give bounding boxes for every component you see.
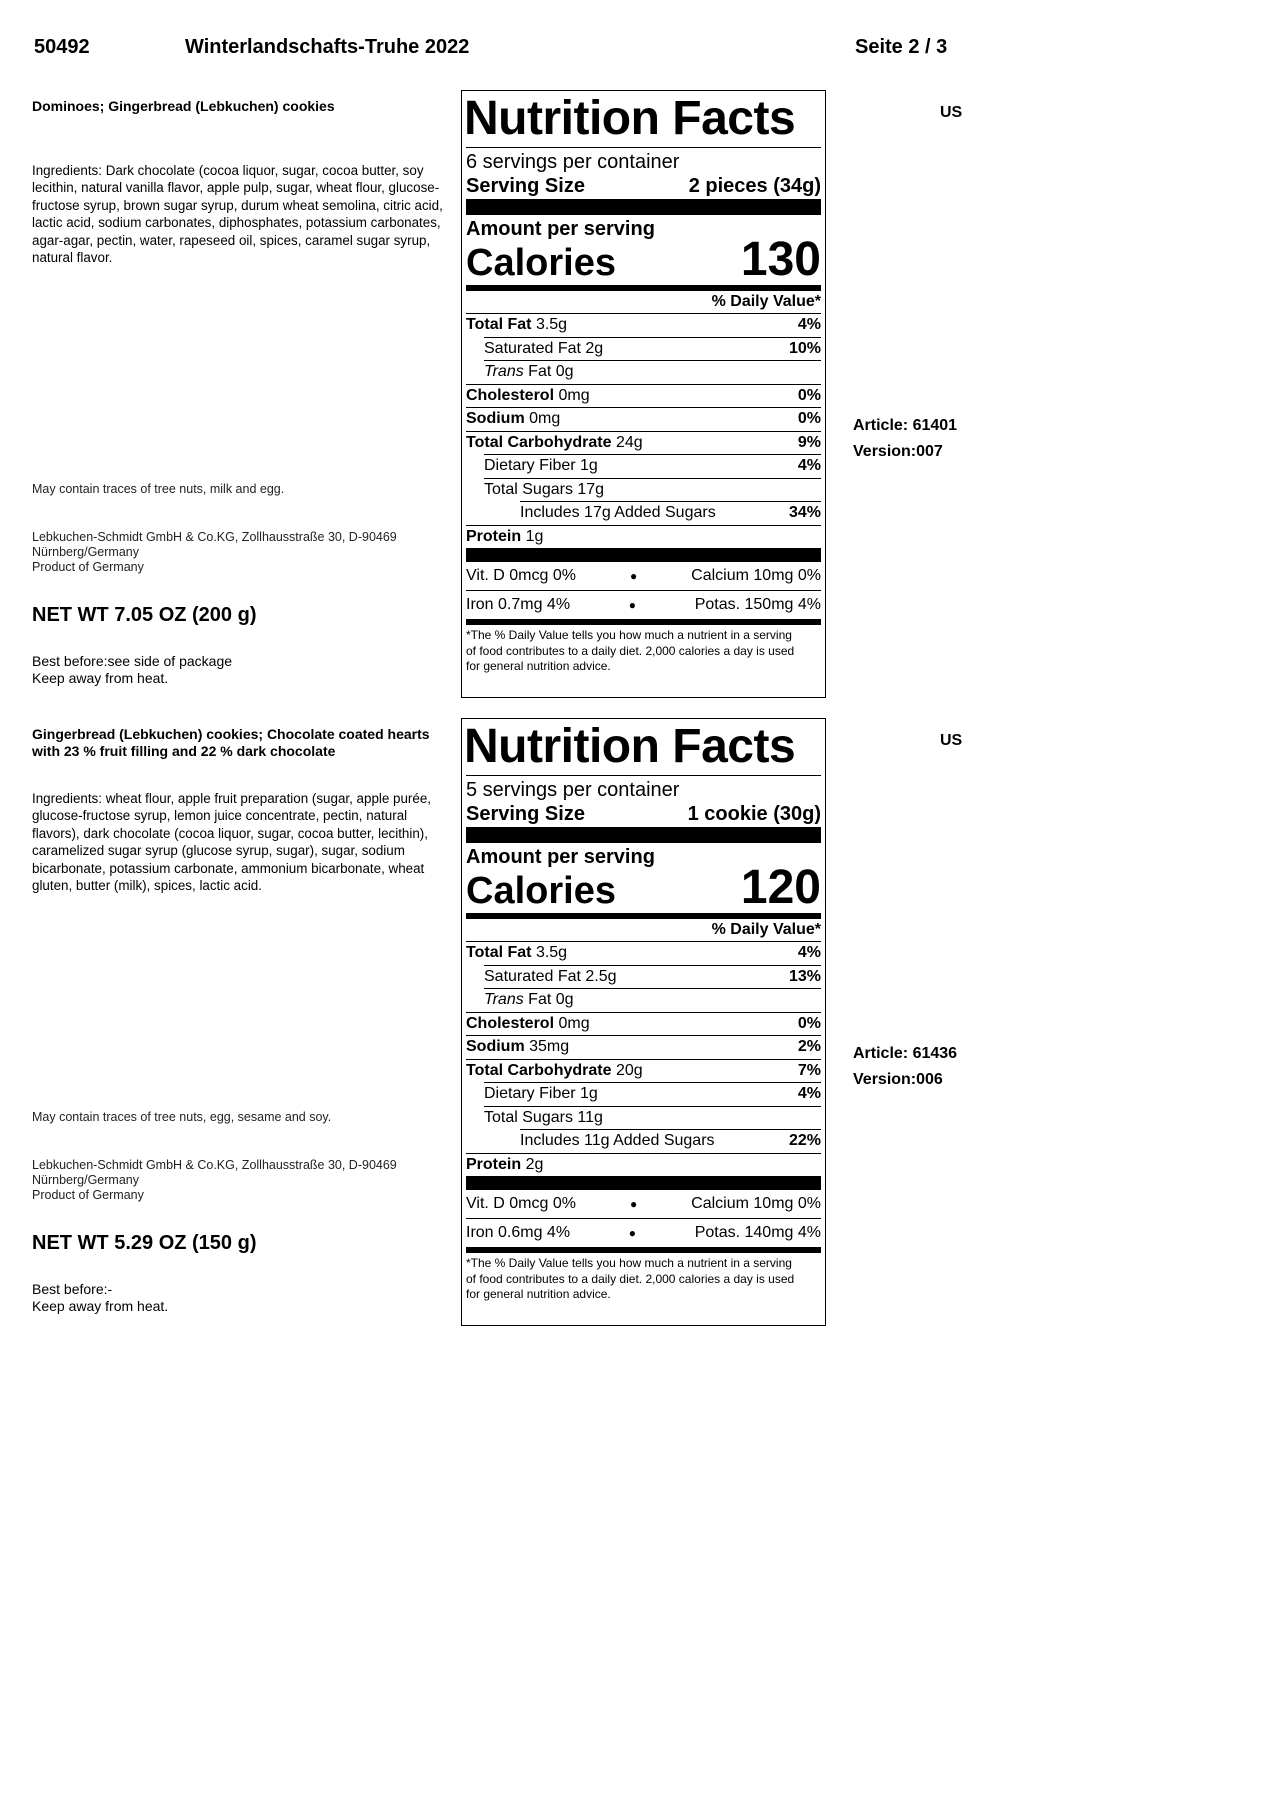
trans-fat-row: Trans Fat 0g <box>484 988 821 1012</box>
iron-potassium-row: Iron 0.7mg 4% ● Potas. 150mg 4% <box>466 591 821 619</box>
best-before: Best before:see side of package <box>32 653 233 669</box>
article-number: Article: 61436 <box>853 1045 958 1062</box>
document-title: Winterlandschafts-Truhe 2022 <box>185 36 470 58</box>
nutrition-facts-title: Nutrition Facts <box>464 92 796 145</box>
ingredients: Ingredients: Dark chocolate (cocoa liquor, sugar, cocoa butter, soy lecithin, natural vanilla flavor, apple pulp, sugar, wheat flour, glucose-fructose syrup, brown sugar syrup, durum wheat semolina, citric acid, lactic acid, sodium carbonates, diphosphates, potassium carbonates, agar-agar, pectin, water, rapeseed oil, spices, caramel sugar syrup, natural flavor. <box>32 163 443 266</box>
net-weight: NET WT 5.29 OZ (150 g) <box>32 1232 257 1254</box>
allergen-traces: May contain traces of tree nuts, egg, sesame and soy. <box>32 1110 332 1124</box>
total-carbohydrate-row: Total Carbohydrate 20g 7% <box>466 1059 821 1083</box>
servings-per-container: 5 servings per container <box>466 779 680 801</box>
ingredients: Ingredients: wheat flour, apple fruit preparation (sugar, apple purée, glucose-fructose syrup, lemon juice concentrate, pectin, natural flavors), dark chocolate (cocoa liquor, sugar, cocoa butter, lecithin), caramelized sugar syrup (glucose syrup, sugar), sugar, sodium bicarbonate, potassium carbonate, ammonium bicarbonate, wheat gluten, butter (milk), spices, lactic acid. <box>32 791 431 894</box>
document-number: 50492 <box>34 36 90 58</box>
serving-size: Serving Size 2 pieces (34g) <box>466 175 821 197</box>
bullet-icon: ● <box>629 1197 638 1211</box>
page-number: Seite 2 / 3 <box>855 36 948 58</box>
allergen-traces: May contain traces of tree nuts, milk and egg. <box>32 482 285 496</box>
dietary-fiber-row: Dietary Fiber 1g 4% <box>484 1082 821 1106</box>
manufacturer <box>32 1158 447 1203</box>
bullet-icon: ● <box>629 569 638 583</box>
article-info <box>853 413 957 465</box>
calories-row: Calories 130 <box>466 233 821 286</box>
protein-row: Protein 2g <box>466 1153 821 1177</box>
calories-value: 130 <box>740 233 821 286</box>
manufacturer-address: Lebkuchen-Schmidt GmbH & Co.KG, Zollhausstraße 30, D-90469 <box>32 530 397 544</box>
added-sugars-row: Includes 11g Added Sugars 22% <box>520 1129 821 1153</box>
sodium-row: Sodium 35mg 2% <box>466 1035 821 1059</box>
calories-row: Calories 120 <box>466 861 821 914</box>
daily-value-header: % Daily Value* <box>711 293 821 310</box>
product-name: Gingerbread (Lebkuchen) cookies; Chocolate coated hearts with 23 % fruit filling and 22 % dark chocolate <box>32 726 430 759</box>
keep-away-from-heat: Keep away from heat. <box>32 1298 169 1314</box>
version-number: Version:007 <box>853 443 943 460</box>
total-sugars-row: Total Sugars 11g <box>484 1106 821 1130</box>
nutrition-facts-label <box>461 718 826 1326</box>
total-sugars-row: Total Sugars 17g <box>484 478 821 502</box>
article-number: Article: 61401 <box>853 417 958 434</box>
net-weight: NET WT 7.05 OZ (200 g) <box>32 604 257 626</box>
nutrition-facts-title: Nutrition Facts <box>464 720 796 773</box>
storage-info <box>32 653 447 687</box>
best-before: Best before:- <box>32 1281 113 1297</box>
daily-value-footnote: *The % Daily Value tells you how much a nutrient in a serving of food contributes to a daily diet. 2,000 calories a day is used for general nutrition advice. <box>466 1256 795 1301</box>
nutrition-facts-label <box>461 90 826 698</box>
manufacturer-city: Nürnberg/Germany <box>32 1173 139 1187</box>
total-carbohydrate-row: Total Carbohydrate 24g 9% <box>466 431 821 455</box>
bullet-icon: ● <box>628 1226 636 1240</box>
article-info <box>853 1041 957 1093</box>
storage-info <box>32 1281 447 1315</box>
bullet-icon: ● <box>628 598 636 612</box>
sodium-row: Sodium 0mg 0% <box>466 407 821 431</box>
region-label: US <box>940 104 963 121</box>
added-sugars-row: Includes 17g Added Sugars 34% <box>520 501 821 525</box>
protein-row: Protein 1g <box>466 525 821 549</box>
total-fat-row: Total Fat 3.5g 4% <box>466 941 821 965</box>
keep-away-from-heat: Keep away from heat. <box>32 670 169 686</box>
vitamin-d-calcium-row: Vit. D 0mcg 0% ● Calcium 10mg 0% <box>466 562 821 590</box>
dietary-fiber-row: Dietary Fiber 1g 4% <box>484 454 821 478</box>
trans-fat-row: Trans Fat 0g <box>484 360 821 384</box>
calories-value: 120 <box>740 861 821 914</box>
saturated-fat-row: Saturated Fat 2.5g 13% <box>484 965 821 989</box>
saturated-fat-row: Saturated Fat 2g 10% <box>484 337 821 361</box>
daily-value-footnote: *The % Daily Value tells you how much a nutrient in a serving of food contributes to a daily diet. 2,000 calories a day is used for general nutrition advice. <box>466 628 795 673</box>
amount-per-serving: Amount per serving <box>466 218 655 240</box>
product-name: Dominoes; Gingerbread (Lebkuchen) cookies <box>32 98 335 114</box>
product-origin: Product of Germany <box>32 560 144 574</box>
servings-per-container: 6 servings per container <box>466 151 680 173</box>
region-label: US <box>940 732 963 749</box>
serving-size: Serving Size 1 cookie (30g) <box>466 803 821 825</box>
iron-potassium-row: Iron 0.6mg 4% ● Potas. 140mg 4% <box>466 1219 821 1247</box>
amount-per-serving: Amount per serving <box>466 846 655 868</box>
daily-value-header: % Daily Value* <box>711 921 821 938</box>
manufacturer <box>32 530 447 575</box>
version-number: Version:006 <box>853 1071 943 1088</box>
manufacturer-city: Nürnberg/Germany <box>32 545 139 559</box>
page-header <box>0 36 1273 62</box>
total-fat-row: Total Fat 3.5g 4% <box>466 313 821 337</box>
cholesterol-row: Cholesterol 0mg 0% <box>466 384 821 408</box>
vitamin-d-calcium-row: Vit. D 0mcg 0% ● Calcium 10mg 0% <box>466 1190 821 1218</box>
cholesterol-row: Cholesterol 0mg 0% <box>466 1012 821 1036</box>
manufacturer-address: Lebkuchen-Schmidt GmbH & Co.KG, Zollhausstraße 30, D-90469 <box>32 1158 397 1172</box>
product-origin: Product of Germany <box>32 1188 144 1202</box>
